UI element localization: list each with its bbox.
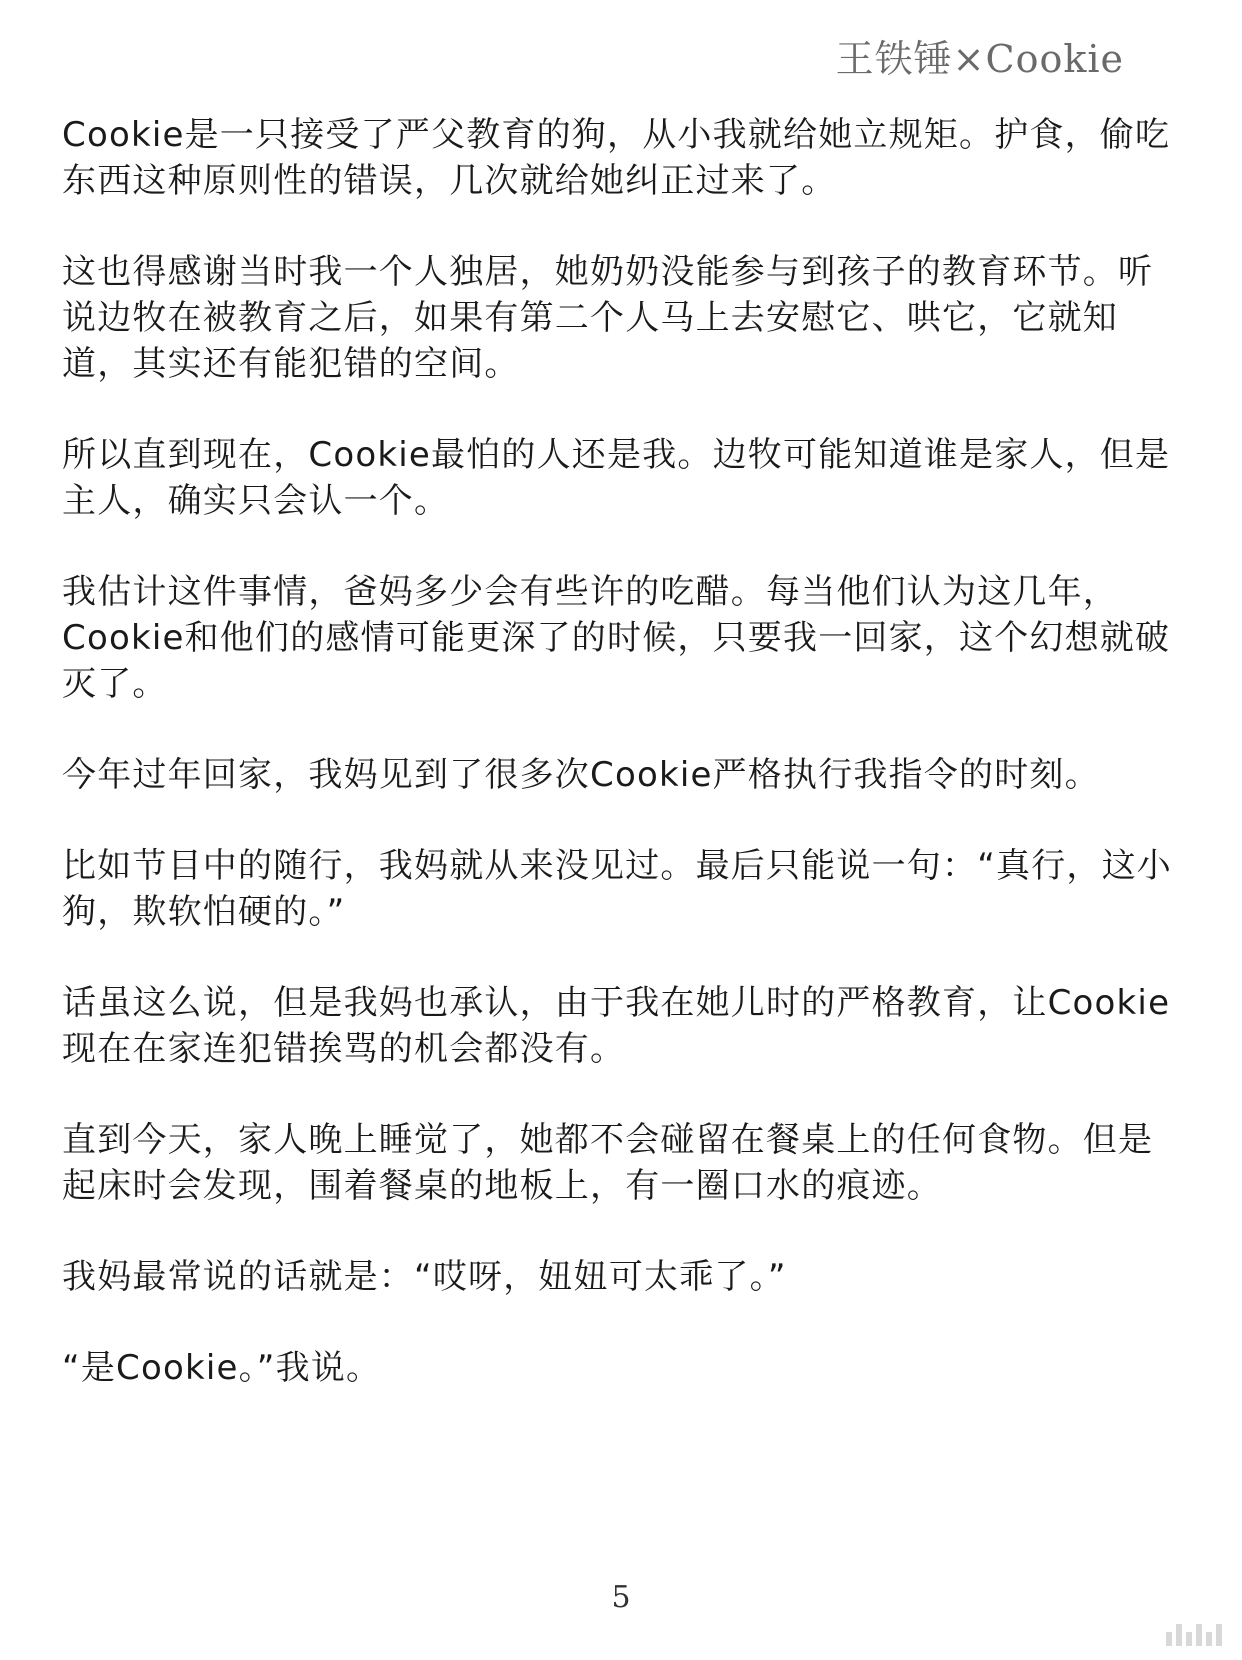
- paragraph-7: 话虽这么说，但是我妈也承认，由于我在她儿时的严格教育，让Cookie现在在家连犯错挨骂的机会都没有。: [62, 983, 1171, 1069]
- paragraph-2: 这也得感谢当时我一个人独居，她奶奶没能参与到孩子的教育环节。听说边牧在被教育之后，如果有第二个人马上去安慰它、哄它，它就知道，其实还有能犯错的空间。: [62, 252, 1154, 384]
- article-body: [62, 112, 1172, 1436]
- paragraph-4: 我估计这件事情，爸妈多少会有些许的吃醋。每当他们认为这几年，Cookie和他们的感情可能更深了的时候，只要我一回家，这个幻想就破灭了。: [62, 572, 1171, 704]
- paragraph-1: Cookie是一只接受了严父教育的狗，从小我就给她立规矩。护食，偷吃东西这种原则性的错误，几次就给她纠正过来了。: [62, 115, 1171, 201]
- paragraph-9: 我妈最常说的话就是：“哎呀，妞妞可太乖了。”: [62, 1257, 787, 1297]
- paragraph-5: 今年过年回家，我妈见到了很多次Cookie严格执行我指令的时刻。: [62, 755, 1100, 795]
- paragraph-10: “是Cookie。”我说。: [62, 1348, 382, 1388]
- paragraph-3: 所以直到现在，Cookie最怕的人还是我。边牧可能知道谁是家人，但是主人，确实只会认一个。: [62, 435, 1171, 521]
- paragraph-6: 比如节目中的随行，我妈就从来没见过。最后只能说一句：“真行，这小狗，欺软怕硬的。”: [62, 846, 1173, 932]
- watermark-bars-icon: [1166, 1624, 1222, 1646]
- paragraph-8: 直到今天，家人晚上睡觉了，她都不会碰留在餐桌上的任何食物。但是起床时会发现，围着餐桌的地板上，有一圈口水的痕迹。: [62, 1120, 1154, 1206]
- page-header-title: 王铁锤×Cookie: [835, 37, 1124, 81]
- page-number: 5: [611, 1580, 631, 1615]
